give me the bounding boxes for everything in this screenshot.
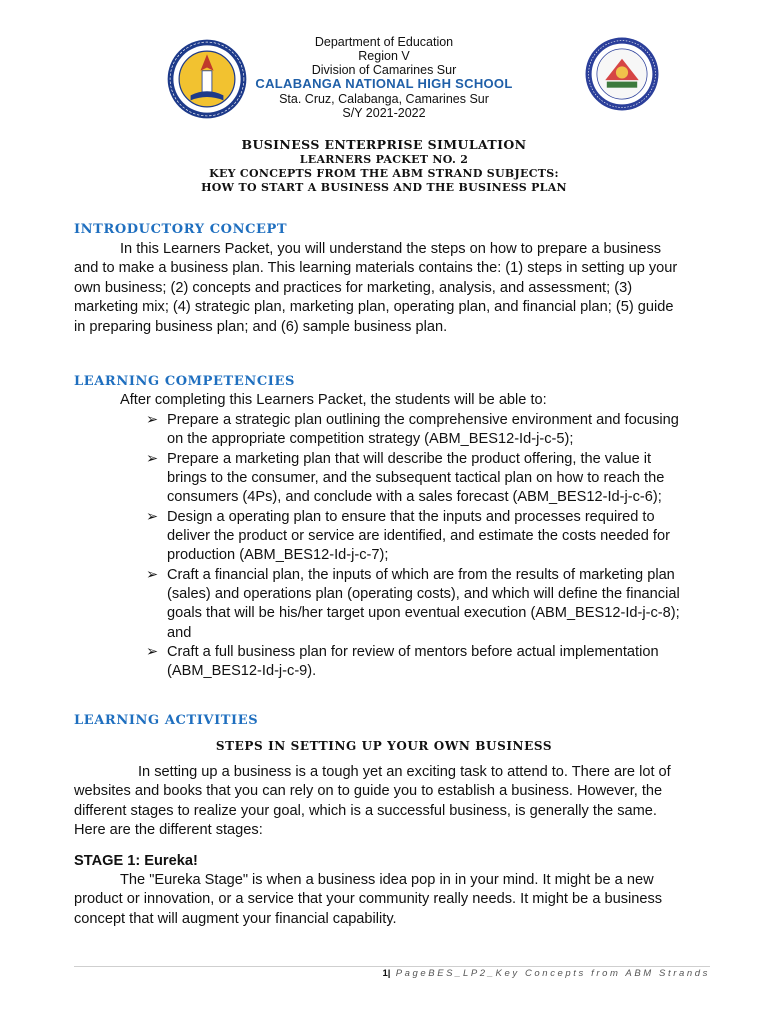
intro-paragraph <box>74 240 710 337</box>
competency-line: (ABM_BES12-Id-j-c-9). <box>167 663 317 680</box>
subtitle-line-1: KEY CONCEPTS FROM THE ABM STRAND SUBJECTS: <box>209 167 559 180</box>
intro-heading: INTRODUCTORY CONCEPT <box>74 222 288 237</box>
activities-line: Here are the different stages: <box>74 822 263 839</box>
school-year: S/Y 2021-2022 <box>342 106 426 120</box>
stage-1-heading: STAGE 1: Eureka! <box>74 853 198 869</box>
intro-line: In this Learners Packet, you will understand the steps on how to prepare a business <box>120 241 662 257</box>
activities-paragraph <box>74 763 710 841</box>
competency-line: and <box>167 624 192 641</box>
subtitle-line-2: HOW TO START A BUSINESS AND THE BUSINESS PLAN <box>201 181 567 194</box>
competency-line: Craft a financial plan, the inputs of which are from the results of marketing plan <box>167 567 675 583</box>
stage-1-line: The "Eureka Stage" is when a business idea pop in in your mind. It might be a new <box>120 872 654 888</box>
school-address: Sta. Cruz, Calabanga, Camarines Sur <box>279 92 489 106</box>
intro-line: marketing mix; (4) strategic plan, marketing plan, operating plan, and financial plan; (5) guide <box>74 299 674 316</box>
bullet-arrow-icon: ➢ <box>146 509 159 525</box>
region: Region V <box>358 49 410 63</box>
competency-line: Prepare a marketing plan that will describe the product offering, the value it <box>167 451 652 467</box>
intro-line: and to make a business plan. This learning materials contains the: (1) steps in setting up your <box>74 260 678 277</box>
dept-name: Department of Education <box>314 35 454 49</box>
packet-number: LEARNERS PACKET NO. 2 <box>299 153 469 166</box>
school-name: CALABANGA NATIONAL HIGH SCHOOL <box>255 76 513 91</box>
stage-1-paragraph <box>74 871 710 929</box>
competency-line: consumers (4Ps), and conclude with a sales forecast (ABM_BES12-Id-j-c-6); <box>167 489 662 506</box>
competency-line: (sales) and operations plan (operating costs), and which will define the financial <box>167 586 680 603</box>
competencies-heading: LEARNING COMPETENCIES <box>74 374 295 389</box>
competency-line: deliver the product or service are identified, and estimate the costs needed for <box>167 528 670 545</box>
competency-line: production (ABM_BES12-Id-j-c-7); <box>167 547 389 564</box>
activities-line: In setting up a business is a tough yet an exciting task to attend to. There are lot of <box>138 764 671 780</box>
bullet-arrow-icon: ➢ <box>146 412 159 428</box>
intro-line: own business; (2) concepts and practices for marketing, analysis, and assessment; (3) <box>74 279 633 296</box>
competency-line: Design a operating plan to ensure that the inputs and processes required to <box>167 509 655 525</box>
competency-line: Craft a full business plan for review of mentors before actual implementation <box>167 644 659 660</box>
stage-1-line: product or innovation, or a service that your community really needs. It might be a business <box>74 891 663 908</box>
document-title: BUSINESS ENTERPRISE SIMULATION <box>241 137 527 152</box>
stage-1-line: concept that will augment your financial capability. <box>74 910 397 927</box>
activities-line: websites and books that you can rely on to guide you to establish a business. However, the <box>74 783 663 800</box>
page-number: 1 <box>382 968 388 979</box>
competency-line: on the appropriate competition strategy (ABM_BES12-Id-j-c-5); <box>167 431 574 448</box>
footer-separator: | <box>387 968 391 979</box>
activities-heading: LEARNING ACTIVITIES <box>74 713 259 728</box>
intro-line: in preparing business plan; and (6) sample business plan. <box>74 318 448 335</box>
competency-line: Prepare a strategic plan outlining the comprehensive environment and focusing <box>167 412 679 428</box>
activities-line: different stages to realize your goal, which is a successful business, is generally the same. <box>74 802 657 819</box>
bullet-arrow-icon: ➢ <box>146 644 159 660</box>
activities-subheading: STEPS IN SETTING UP YOUR OWN BUSINESS <box>215 739 553 753</box>
competency-line: goals that will be his/her target upon eventual execution (ABM_BES12-Id-j-c-8); <box>167 605 680 622</box>
page-footer <box>74 968 710 979</box>
bullet-arrow-icon: ➢ <box>146 567 159 583</box>
footer-text: PageBES_LP2_Key Concepts from ABM Strands <box>395 968 710 979</box>
competency-line: brings to the consumer, and the subsequent tactical plan on how to reach the <box>167 470 665 487</box>
footer-divider <box>74 966 710 967</box>
competencies-lead: After completing this Learners Packet, the students will be able to: <box>120 392 547 408</box>
division: Division of Camarines Sur <box>311 63 457 77</box>
bullet-arrow-icon: ➢ <box>146 451 159 467</box>
